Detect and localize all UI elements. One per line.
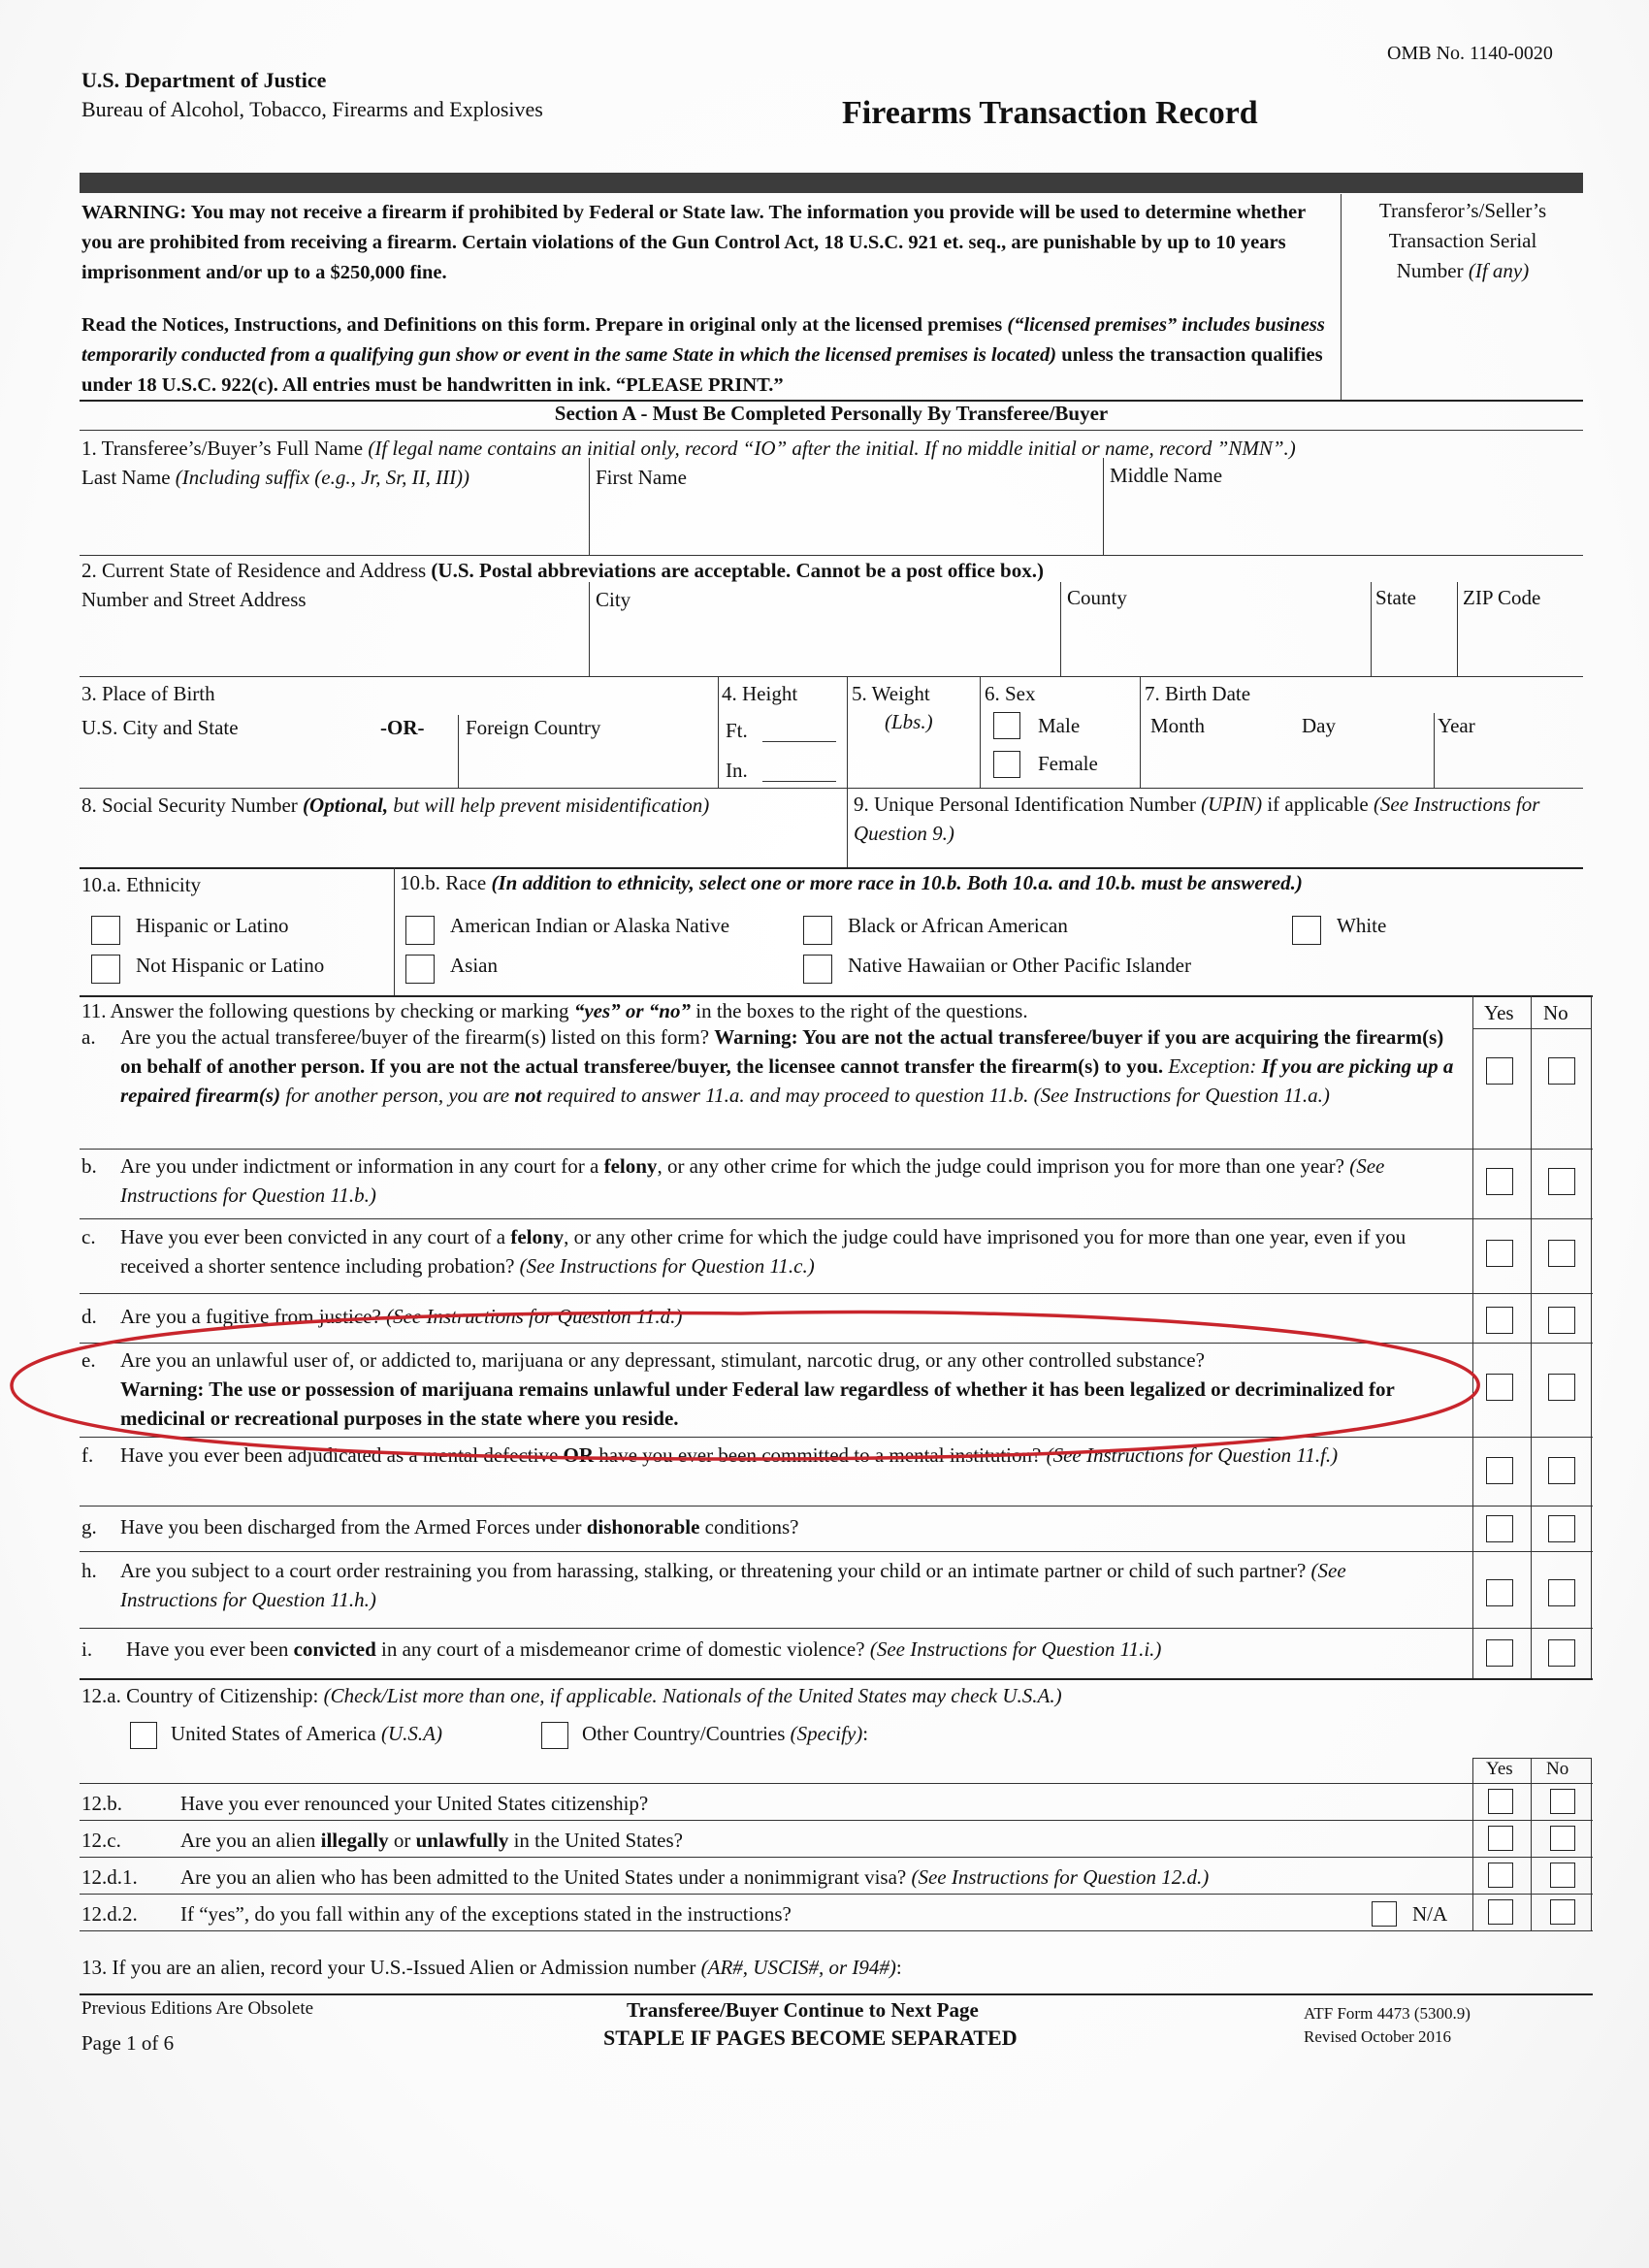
header-bar <box>80 173 1583 193</box>
q11i-text: Have you ever been convicted in any court of a misdemeanor crime of domestic violence? (See Instructions for Question 11.i.) <box>126 1637 1162 1661</box>
q11e-yes-checkbox[interactable] <box>1486 1374 1513 1401</box>
divider <box>80 1894 1593 1895</box>
race-asian-label: Asian <box>450 954 498 977</box>
q11c-text: Have you ever been convicted in any court of a felony, or any other crime for which the judge could have imprisoned you for more than one year, even if you received a shorter sentence including probation? (See Instructions for Question 11.c.) <box>120 1225 1406 1278</box>
q12d1-yes-checkbox[interactable] <box>1488 1863 1513 1888</box>
height-feet-label: Ft. <box>726 719 748 742</box>
q12d2-no-checkbox[interactable] <box>1550 1899 1575 1925</box>
bureau-name: Bureau of Alcohol, Tobacco, Firearms and Explosives <box>81 97 543 121</box>
divider <box>80 788 1583 789</box>
q11b-text: Are you under indictment or information in any court for a felony, or any other crime for which the judge could imprison you for more than one year? (See Instructions for Question 11.b.) <box>120 1154 1385 1207</box>
q12d1-text: Are you an alien who has been admitted to the United States under a nonimmigrant visa? (See Instructions for Question 12.d.) <box>180 1865 1210 1889</box>
divider <box>1531 995 1532 1678</box>
q11g-yes-checkbox[interactable] <box>1486 1515 1513 1542</box>
divider <box>1140 676 1141 788</box>
hispanic-label: Hispanic or Latino <box>136 914 289 937</box>
divider <box>1371 582 1372 676</box>
q3-label: 3. Place of Birth <box>81 682 215 705</box>
q11c-no-checkbox[interactable] <box>1548 1240 1575 1267</box>
q12b-number: 12.b. <box>81 1792 122 1815</box>
q11c-letter: c. <box>81 1225 96 1248</box>
q10b-label: 10.b. Race (In addition to ethnicity, select one or more race in 10.b. Both 10.a. and 10.b. must be answered.) <box>400 871 1303 894</box>
q12d1-no-checkbox[interactable] <box>1550 1863 1575 1888</box>
footer-page-number: Page 1 of 6 <box>81 2031 175 2055</box>
divider <box>1531 1758 1532 1930</box>
q11d-yes-checkbox[interactable] <box>1486 1307 1513 1334</box>
warning-text <box>81 198 1333 288</box>
divider <box>589 582 590 676</box>
divider <box>80 1820 1593 1821</box>
q12c-number: 12.c. <box>81 1829 121 1852</box>
q11b-letter: b. <box>81 1154 97 1178</box>
divider <box>394 867 395 995</box>
q5-label: 5. Weight <box>852 682 930 705</box>
sex-female-label: Female <box>1038 752 1098 775</box>
instructions-text <box>81 310 1342 401</box>
q11-yes-header: Yes <box>1484 1001 1514 1024</box>
q11i-yes-checkbox[interactable] <box>1486 1639 1513 1667</box>
height-feet-field[interactable] <box>762 741 836 742</box>
q12d2-number: 12.d.2. <box>81 1902 138 1926</box>
zip-code-field[interactable]: ZIP Code <box>1463 586 1541 609</box>
divider <box>80 1551 1593 1552</box>
instructions-part-c: unless the transaction qualifies under 18 U.S.C. 922(c). All entries must be handwritten in ink. “PLEASE PRINT.” <box>81 344 1323 396</box>
race-pacific-islander-label: Native Hawaiian or Other Pacific Islander <box>848 954 1191 977</box>
q12c-text: Are you an alien illegally or unlawfully in the United States? <box>180 1829 683 1852</box>
or-label: -OR- <box>380 716 425 739</box>
q1-label: 1. Transferee’s/Buyer’s Full Name (If legal name contains an initial only, record “IO” after the initial. If no middle initial or name, record ”NMN”.) <box>81 437 1296 460</box>
height-inches-field[interactable] <box>762 781 836 782</box>
height-inches-label: In. <box>726 759 748 782</box>
first-name-field[interactable]: First Name <box>596 466 687 489</box>
q12d2-na-label: N/A <box>1412 1902 1448 1926</box>
q11d-no-checkbox[interactable] <box>1548 1307 1575 1334</box>
q4-label: 4. Height <box>722 682 798 705</box>
divider <box>1591 995 1592 1678</box>
birth-year-field[interactable]: Year <box>1438 714 1475 737</box>
q12b-no-checkbox[interactable] <box>1550 1789 1575 1814</box>
instructions-part-a: Read the Notices, Instructions, and Definitions on this form. Prepare in original only at the licensed premises <box>81 314 1008 336</box>
q11h-no-checkbox[interactable] <box>1548 1579 1575 1606</box>
q12d2-na-checkbox[interactable] <box>1372 1901 1397 1927</box>
divider <box>1060 582 1061 676</box>
last-name-field[interactable]: Last Name (Including suffix (e.g., Jr, Sr, II, III)) <box>81 466 470 489</box>
race-asian-checkbox[interactable] <box>405 955 435 984</box>
serial-number-label <box>1344 196 1581 286</box>
divider <box>80 1293 1593 1294</box>
divider <box>80 867 1583 869</box>
race-black-checkbox[interactable] <box>803 916 832 945</box>
q12d1-number: 12.d.1. <box>81 1865 138 1889</box>
divider <box>80 676 1583 677</box>
race-american-indian-checkbox[interactable] <box>405 916 435 945</box>
race-white-checkbox[interactable] <box>1292 916 1321 945</box>
street-address-field[interactable]: Number and Street Address <box>81 588 307 611</box>
q11g-text: Have you been discharged from the Armed Forces under dishonorable conditions? <box>120 1515 799 1539</box>
q11a-text: Are you the actual transferee/buyer of the firearm(s) listed on this form? Warning: You are not the actual transferee/buyer if you are acquiring the firearm(s) on behalf of another person. If you are not the actual transferee/buyer, the licensee cannot transfer the firearm(s) to you. Exception: If you are picking up a repaired firearm(s) for another person, you are not required to answer 11.a. and may proceed to question 11.b. (See Instructions for Question 11.a.) <box>120 1025 1454 1107</box>
q11f-no-checkbox[interactable] <box>1548 1457 1575 1484</box>
q11a-yes-checkbox[interactable] <box>1486 1057 1513 1085</box>
citizenship-other-field[interactable]: Other Country/Countries (Specify): <box>582 1722 869 1745</box>
divider <box>1434 713 1435 788</box>
q11-intro: 11. Answer the following questions by checking or marking “yes” or “no” in the boxes to the right of the questions. <box>81 999 1028 1022</box>
citizenship-other-checkbox[interactable] <box>541 1722 568 1749</box>
section-a-title: Section A - Must Be Completed Personally By Transferee/Buyer <box>554 402 1109 425</box>
q12b-yes-checkbox[interactable] <box>1488 1789 1513 1814</box>
not-hispanic-checkbox[interactable] <box>91 955 120 984</box>
divider <box>589 458 590 555</box>
q11h-yes-checkbox[interactable] <box>1486 1579 1513 1606</box>
q11h-letter: h. <box>81 1559 97 1582</box>
q12c-no-checkbox[interactable] <box>1550 1826 1575 1851</box>
middle-name-field[interactable]: Middle Name <box>1110 464 1223 487</box>
q2-label: 2. Current State of Residence and Address (U.S. Postal abbreviations are acceptable. Cannot be a post office box.) <box>81 559 1044 582</box>
q11i-letter: i. <box>81 1637 93 1661</box>
agency-name: U.S. Department of Justice <box>81 68 327 92</box>
q11a-no-checkbox[interactable] <box>1548 1057 1575 1085</box>
divider <box>1472 1028 1591 1029</box>
q12-yes-header: Yes <box>1486 1759 1513 1779</box>
omb-number: OMB No. 1140-0020 <box>1387 43 1553 64</box>
divider <box>80 1218 1593 1219</box>
form-title: Firearms Transaction Record <box>842 95 1258 131</box>
divider <box>80 1628 1593 1629</box>
footer-staple-note: STAPLE IF PAGES BECOME SEPARATED <box>603 2025 1018 2050</box>
upin-field[interactable]: 9. Unique Personal Identification Number (UPIN) if applicable (See Instructions for Question 9.) <box>854 793 1540 845</box>
sex-male-checkbox[interactable] <box>993 712 1020 739</box>
q11e-no-checkbox[interactable] <box>1548 1374 1575 1401</box>
divider <box>847 788 848 867</box>
citizenship-usa-checkbox[interactable] <box>130 1722 157 1749</box>
race-pacific-islander-checkbox[interactable] <box>803 955 832 984</box>
citizenship-usa-label: United States of America (U.S.A) <box>171 1722 442 1745</box>
serial-label-line2: Transaction Serial <box>1388 229 1537 252</box>
q11-no-header: No <box>1543 1001 1568 1024</box>
race-white-label: White <box>1337 914 1387 937</box>
divider <box>1591 1758 1592 1930</box>
divider <box>80 1993 1593 1995</box>
red-annotation-circle <box>4 1302 1490 1467</box>
q12d2-yes-checkbox[interactable] <box>1488 1899 1513 1925</box>
divider <box>80 1783 1593 1784</box>
divider <box>1472 1758 1473 1930</box>
footer-continue: Transferee/Buyer Continue to Next Page <box>627 1998 979 2022</box>
divider <box>1457 582 1458 676</box>
divider <box>718 676 719 788</box>
divider <box>80 555 1583 556</box>
q11g-no-checkbox[interactable] <box>1548 1515 1575 1542</box>
ssn-field[interactable]: 8. Social Security Number (Optional, but will help prevent misidentification) <box>81 794 710 817</box>
alien-number-field[interactable]: 13. If you are an alien, record your U.S.-Issued Alien or Admission number (AR#, USCIS#, or I94#): <box>81 1956 902 1979</box>
q11c-yes-checkbox[interactable] <box>1486 1240 1513 1267</box>
serial-label-note: (If any) <box>1468 259 1530 282</box>
divider <box>80 1678 1593 1680</box>
q10a-label: 10.a. Ethnicity <box>81 873 202 896</box>
weight-unit: (Lbs.) <box>885 710 933 733</box>
divider <box>458 715 459 788</box>
divider <box>80 430 1583 431</box>
divider <box>980 676 981 788</box>
q11f-text: Have you ever been adjudicated as a mental defective OR have you ever been committed to a mental institution? (See Instructions for Question 11.f.) <box>120 1443 1339 1467</box>
county-field[interactable]: County <box>1067 586 1127 609</box>
warning-label: WARNING: <box>81 202 187 223</box>
divider <box>80 1506 1593 1507</box>
race-black-label: Black or African American <box>848 914 1068 937</box>
hispanic-checkbox[interactable] <box>91 916 120 945</box>
sex-male-label: Male <box>1038 714 1081 737</box>
q12c-yes-checkbox[interactable] <box>1488 1826 1513 1851</box>
birth-day-field[interactable]: Day <box>1302 714 1336 737</box>
city-field[interactable]: City <box>596 588 631 611</box>
q7-label: 7. Birth Date <box>1145 682 1251 705</box>
q11a-letter: a. <box>81 1025 96 1049</box>
state-field[interactable]: State <box>1375 586 1416 609</box>
q11f-letter: f. <box>81 1443 94 1467</box>
divider <box>80 1857 1593 1858</box>
divider <box>1103 458 1104 555</box>
not-hispanic-label: Not Hispanic or Latino <box>136 954 325 977</box>
q11b-yes-checkbox[interactable] <box>1486 1168 1513 1195</box>
footer-obsolete-note: Previous Editions Are Obsolete <box>81 1998 314 2019</box>
footer-form-number: ATF Form 4473 (5300.9) <box>1304 2004 1471 2023</box>
q12-no-header: No <box>1546 1759 1569 1779</box>
us-birthplace-field[interactable]: U.S. City and State <box>81 716 239 739</box>
sex-female-checkbox[interactable] <box>993 751 1020 778</box>
q11h-text: Are you subject to a court order restraining you from harassing, stalking, or threatening your child or an intimate partner or child of such partner? (See Instructions for Question 11.h.) <box>120 1559 1346 1611</box>
q11e-letter: e. <box>81 1348 96 1372</box>
instructions-part-b: (“licensed premises” includes business temporarily conducted from a qualifying gun show or event in the same State in which the licensed premises is located) <box>81 314 1325 366</box>
race-american-indian-label: American Indian or Alaska Native <box>450 914 730 937</box>
q11i-no-checkbox[interactable] <box>1548 1639 1575 1667</box>
q11f-yes-checkbox[interactable] <box>1486 1457 1513 1484</box>
q11b-no-checkbox[interactable] <box>1548 1168 1575 1195</box>
q11g-letter: g. <box>81 1515 97 1539</box>
q11d-letter: d. <box>81 1305 97 1328</box>
q12b-text: Have you ever renounced your United States citizenship? <box>180 1792 649 1815</box>
foreign-country-field[interactable]: Foreign Country <box>466 716 601 739</box>
serial-label-line1: Transferor’s/Seller’s <box>1378 199 1547 222</box>
footer-revision: Revised October 2016 <box>1304 2027 1452 2046</box>
divider <box>80 1930 1593 1931</box>
warning-body: You may not receive a firearm if prohibited by Federal or State law. The information you provide will be used to determine whether you are prohibited from receiving a firearm. Certain violations of the Gun Control Act, 18 U.S.C. 921 et. seq., are punishable by up to 10 years imprisonment and/or up to a $250,000 fine. <box>81 202 1306 283</box>
divider <box>80 1149 1593 1150</box>
q12d2-text: If “yes”, do you fall within any of the exceptions stated in the instructions? <box>180 1902 792 1926</box>
q11e-text: Are you an unlawful user of, or addicted to, marijuana or any depressant, stimulant, narcotic drug, or any other controlled substance? Warning: The use or possession of marijuana remains unlawful under Federal law regardless of whether it has been legalized or decriminalized for medicinal or recreational purposes in the state where you reside. <box>120 1348 1395 1430</box>
birth-month-field[interactable]: Month <box>1150 714 1206 737</box>
q12a-label: 12.a. Country of Citizenship: (Check/List more than one, if applicable. Nationals of the United States may check U.S.A.) <box>81 1684 1062 1707</box>
divider <box>847 676 848 788</box>
q11d-text: Are you a fugitive from justice? (See Instructions for Question 11.d.) <box>120 1305 683 1328</box>
q6-label: 6. Sex <box>985 682 1036 705</box>
serial-label-line3: Number <box>1396 259 1469 282</box>
divider <box>80 995 1593 997</box>
